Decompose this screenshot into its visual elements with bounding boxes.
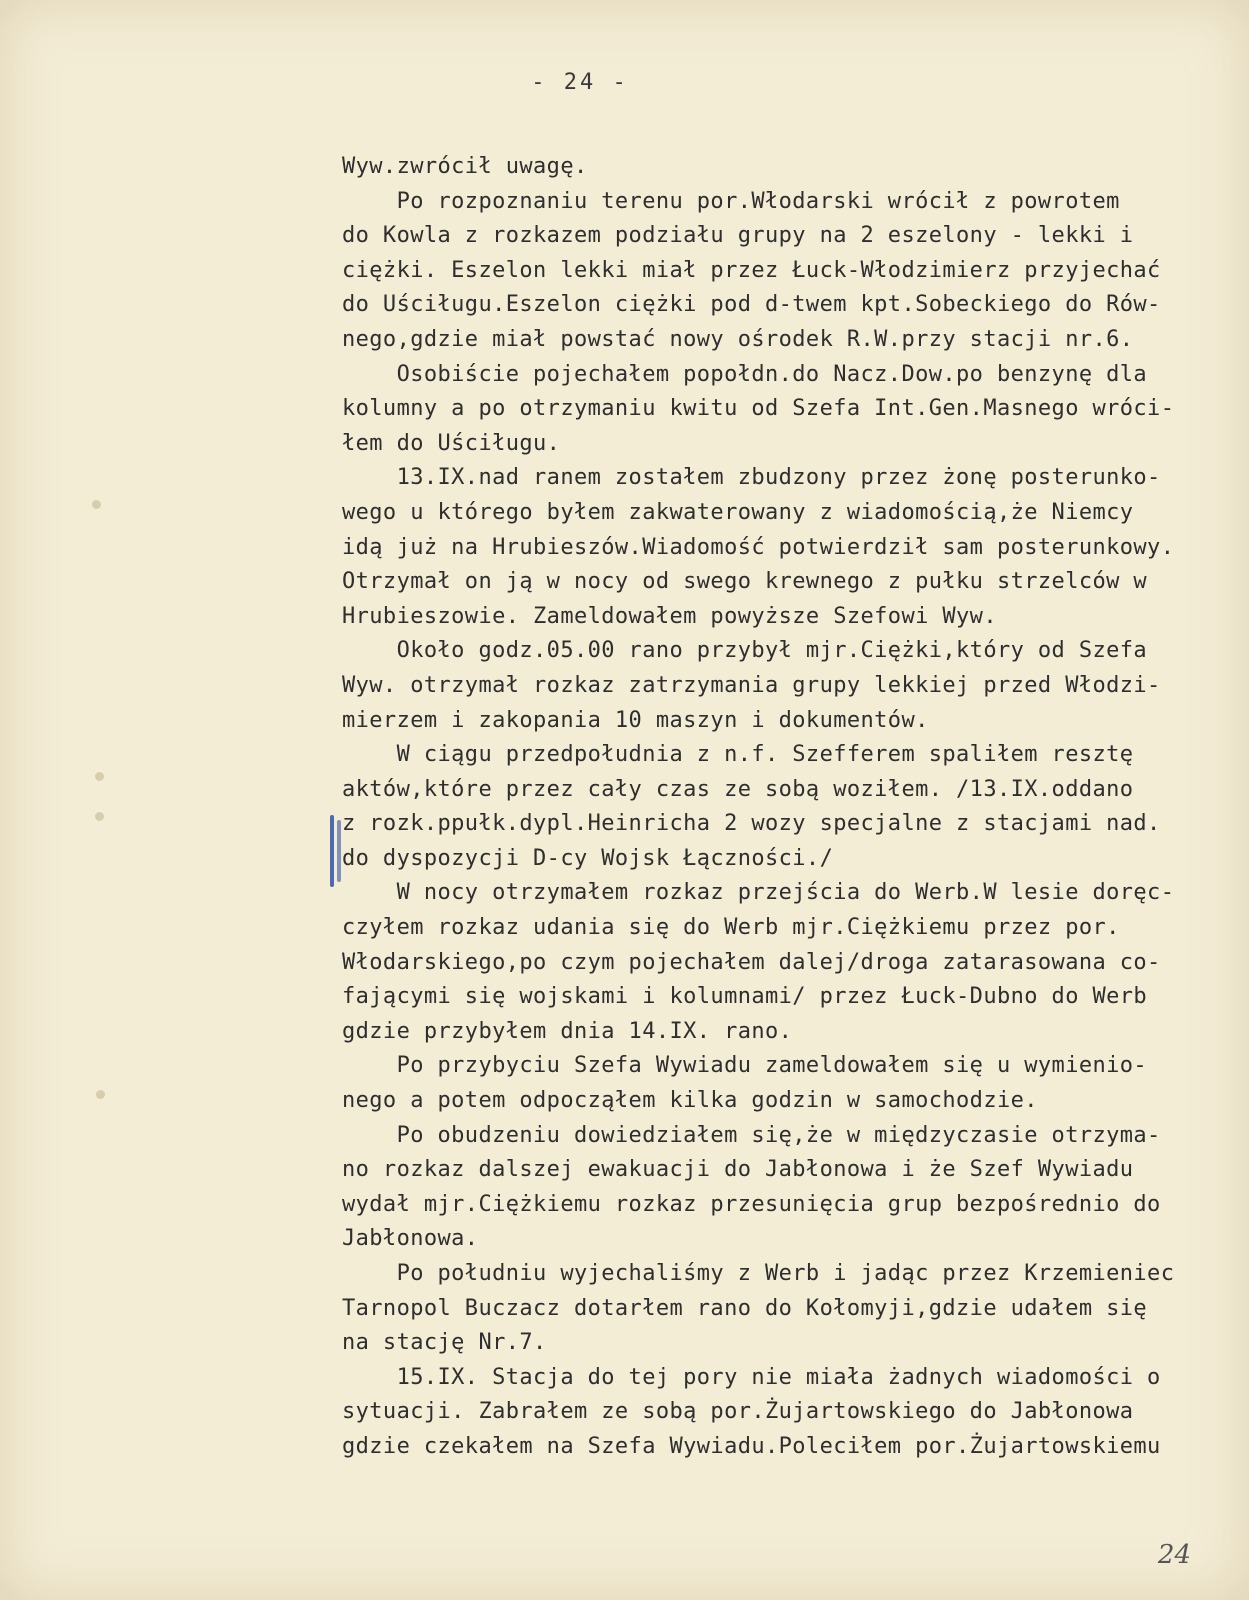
text-line: fającymi się wojskami i kolumnami/ przez Łuck-Dubno do Werb (342, 984, 1148, 1010)
punch-hole (95, 772, 104, 781)
punch-hole (96, 1090, 105, 1099)
text-line: nego a potem odpocząłem kilka godzin w samochodzie. (342, 1088, 1038, 1114)
text-line: Włodarskiego,po czym pojechałem dalej/droga zatarasowana co- (342, 949, 1161, 975)
text-line: Otrzymał on ją w nocy od swego krewnego z pułku strzelców w (342, 569, 1148, 595)
text-line: z rozk.ppułk.dypl.Heinricha 2 wozy specjalne z stacjami nad. (342, 811, 1161, 837)
handwritten-folio-number: 24 (1157, 1540, 1191, 1570)
text-line: ciężki. Eszelon lekki miał przez Łuck-Włodzimierz przyjechać (342, 257, 1161, 283)
text-line: Po obudzeniu dowiedziałem się,że w międzyczasie otrzyma- (342, 1122, 1161, 1148)
margin-mark (330, 815, 334, 887)
text-line: W nocy otrzymałem rozkaz przejścia do Werb.W lesie doręc- (342, 880, 1175, 906)
text-line: sytuacji. Zabrałem ze sobą por.Żujartowskiego do Jabłonowa (342, 1399, 1134, 1425)
text-line: gdzie czekałem na Szefa Wywiadu.Poleciłem por.Żujartowskiemu (342, 1433, 1161, 1459)
text-line: łem do Uściługu. (342, 430, 561, 456)
text-line: czyłem rozkaz udania się do Werb mjr.Ciężkiemu przez por. (342, 915, 1120, 941)
text-line: kolumny a po otrzymaniu kwitu od Szefa Int.Gen.Masnego wróci- (342, 396, 1175, 422)
margin-mark (337, 820, 341, 882)
text-line: Hrubieszowie. Zameldowałem powyższe Szefowi Wyw. (342, 603, 997, 629)
text-line: Osobiście pojechałem popołdn.do Nacz.Dow.po benzynę dla (342, 361, 1148, 387)
punch-hole (92, 500, 101, 509)
text-line: 15.IX. Stacja do tej pory nie miała żadnych wiadomości o (342, 1364, 1161, 1390)
text-line: Po rozpoznaniu terenu por.Włodarski wrócił z powrotem (342, 188, 1120, 214)
text-line: na stację Nr.7. (342, 1330, 547, 1356)
text-line: no rozkaz dalszej ewakuacji do Jabłonowa i że Szef Wywiadu (342, 1157, 1134, 1183)
text-line: Tarnopol Buczacz dotarłem rano do Kołomyji,gdzie udałem się (342, 1295, 1148, 1321)
text-line: gdzie przybyłem dnia 14.IX. rano. (342, 1018, 793, 1044)
text-line: Po południu wyjechaliśmy z Werb i jadąc przez Krzemieniec (342, 1261, 1175, 1286)
typed-body-text (342, 150, 1222, 1465)
text-line: Wyw. otrzymał rozkaz zatrzymania grupy lekkiej przed Włodzi- (342, 672, 1161, 698)
text-line: do Uściługu.Eszelon ciężki pod d-twem kpt.Sobeckiego do Rów- (342, 292, 1161, 318)
text-line: Jabłonowa. (342, 1226, 479, 1252)
text-line: Po przybyciu Szefa Wywiadu zameldowałem się u wymienio- (342, 1053, 1148, 1079)
punch-hole (95, 812, 104, 821)
text-line: idą już na Hrubieszów.Wiadomość potwierdził sam posterunkowy. (342, 534, 1175, 560)
text-line: nego,gdzie miał powstać nowy ośrodek R.W.przy stacji nr.6. (342, 326, 1134, 352)
text-line: W ciągu przedpołudnia z n.f. Szefferem spaliłem resztę (342, 742, 1134, 768)
text-line: wydał mjr.Ciężkiemu rozkaz przesunięcia grup bezpośrednio do (342, 1191, 1161, 1217)
text-line: do Kowla z rozkazem podziału grupy na 2 eszelony - lekki i (342, 223, 1134, 249)
text-line: 13.IX.nad ranem zostałem zbudzony przez żonę posterunko- (342, 465, 1161, 491)
text-line: mierzem i zakopania 10 maszyn i dokumentów. (342, 707, 929, 733)
text-line: wego u którego byłem zakwaterowany z wiadomością,że Niemcy (342, 499, 1134, 525)
text-line: Około godz.05.00 rano przybył mjr.Ciężki,który od Szefa (342, 638, 1148, 664)
text-line: Wyw.zwrócił uwagę. (342, 154, 588, 179)
text-line: do dyspozycji D-cy Wojsk Łączności./ (342, 845, 834, 871)
page-number: - 24 - (531, 70, 629, 95)
text-line: aktów,które przez cały czas ze sobą woziłem. /13.IX.oddano (342, 776, 1134, 802)
